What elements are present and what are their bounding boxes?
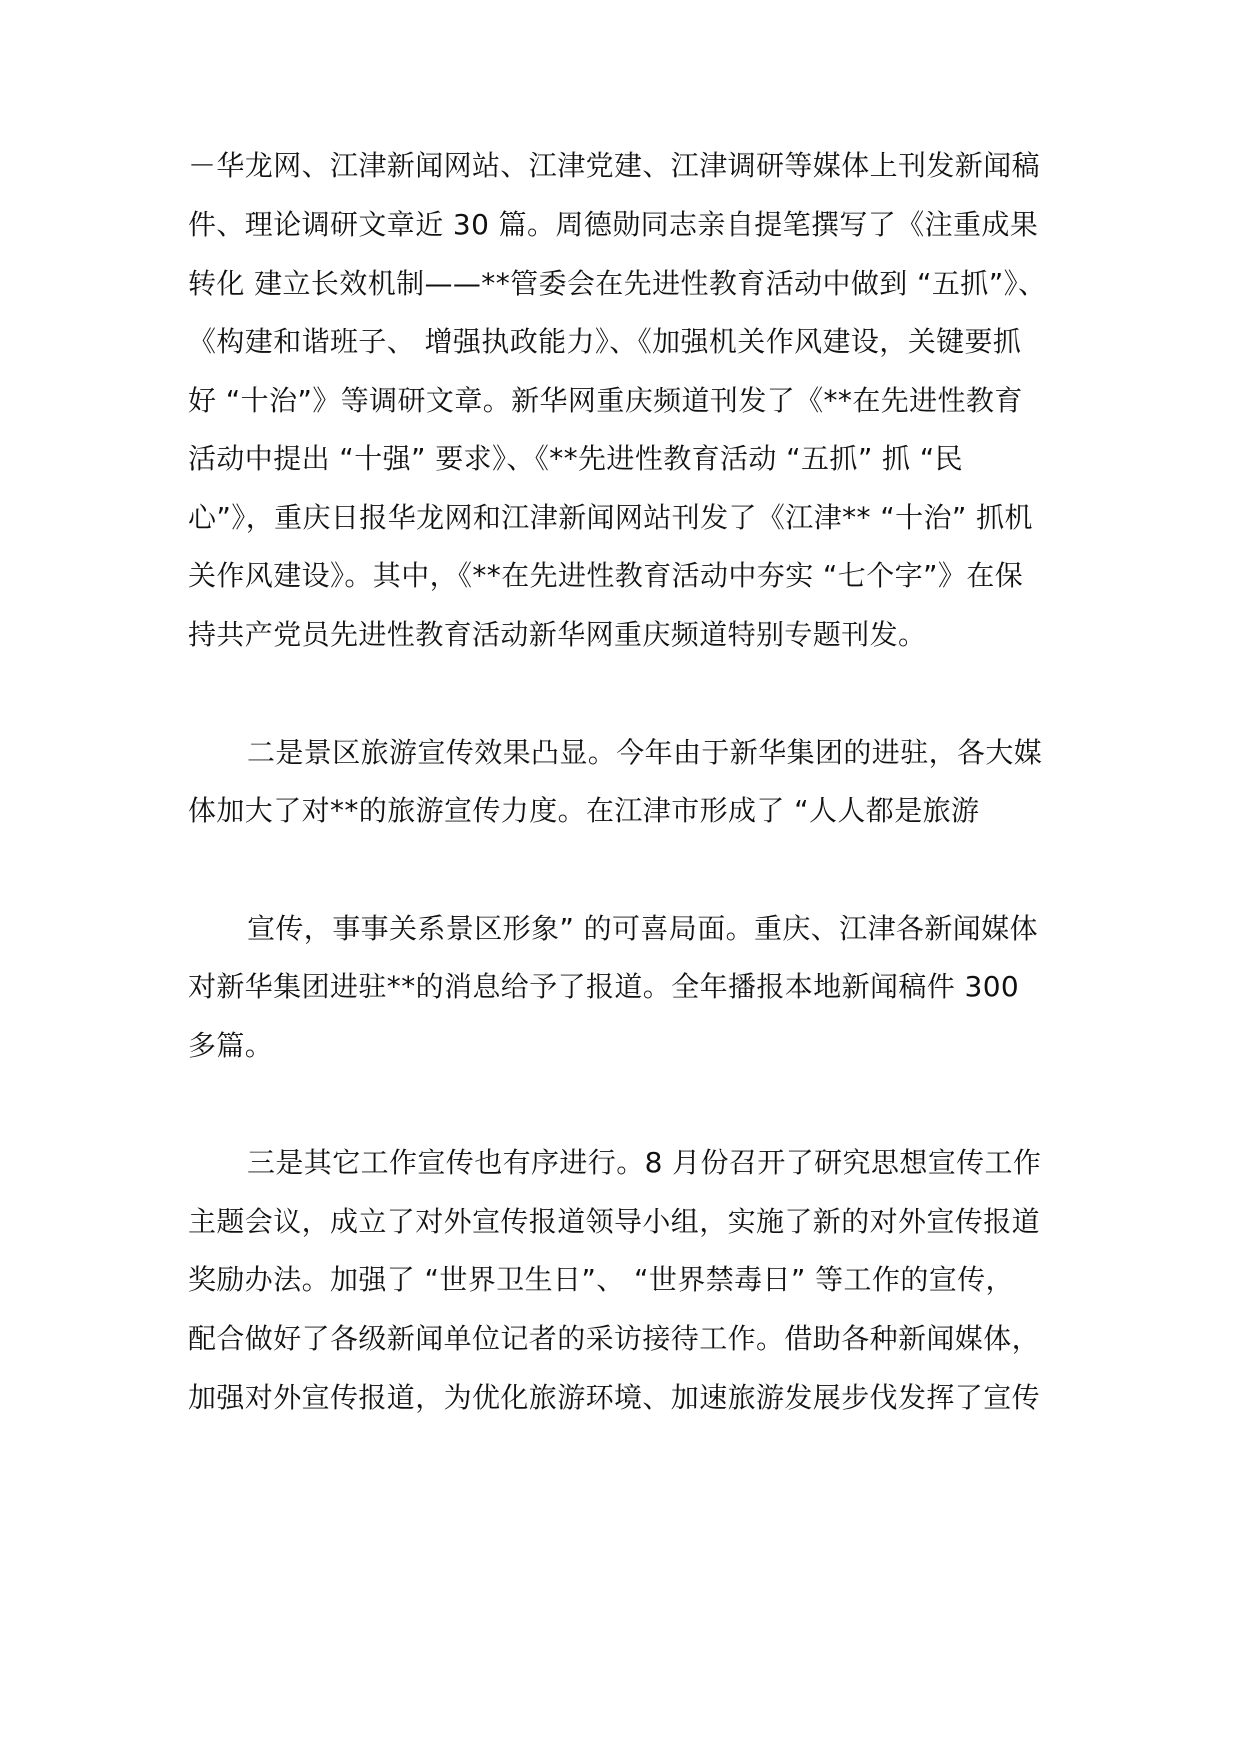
text-line: －华龙网、江津新闻网站、江津党建、江津调研等媒体上刊发新闻稿 — [188, 149, 1041, 182]
text-line: 主题会议，成立了对外宣传报道领导小组，实施了新的对外宣传报道 — [188, 1205, 1041, 1238]
text-line: 关作风建设》。其中，《**在先进性教育活动中夯实 “七个字”》在保 — [188, 559, 1024, 592]
text-line: 持共产党员先进性教育活动新华网重庆频道特别专题刊发。 — [188, 618, 927, 651]
text-line: 心”》，重庆日报华龙网和江津新闻网站刊发了《江津** “十治” 抓机 — [188, 501, 1033, 534]
text-line: 二是景区旅游宣传效果凸显。今年由于新华集团的进驻，各大媒 — [247, 736, 1043, 769]
text-line: 加强对外宣传报道，为优化旅游环境、加速旅游发展步伐发挥了宣传 — [188, 1381, 1041, 1414]
text-line: 配合做好了各级新闻单位记者的采访接待工作。借助各种新闻媒体， — [188, 1322, 1041, 1355]
text-line: 转化 建立长效机制——**管委会在先进性教育活动中做到 “五抓”》、 — [188, 267, 1047, 300]
text-line: 三是其它工作宣传也有序进行。8 月份召开了研究思想宣传工作 — [247, 1146, 1042, 1179]
text-line: 活动中提出 “十强” 要求》、《**先进性教育活动 “五抓” 抓 “民 — [188, 442, 964, 475]
text-line: 好 “十治”》等调研文章。新华网重庆频道刊发了《**在先进性教育 — [188, 384, 1023, 417]
text-line: 宣传，事事关系景区形象” 的可喜局面。重庆、江津各新闻媒体 — [247, 912, 1039, 945]
text-line: 多篇。 — [188, 1029, 274, 1062]
text-line: 件、理论调研文章近 30 篇。周德勋同志亲自提笔撰写了《注重成果 — [188, 208, 1039, 241]
text-line: 对新华集团进驻**的消息给予了报道。全年播报本地新闻稿件 300 — [188, 970, 1020, 1003]
text-line: 《构建和谐班子、 增强执政能力》、《加强机关作风建设，关键要抓 — [188, 325, 1022, 358]
text-line: 奖励办法。加强了 “世界卫生日”、 “世界禁毒日” 等工作的宣传， — [188, 1263, 1014, 1296]
text-line: 体加大了对**的旅游宣传力度。在江津市形成了 “人人都是旅游 — [188, 794, 980, 827]
